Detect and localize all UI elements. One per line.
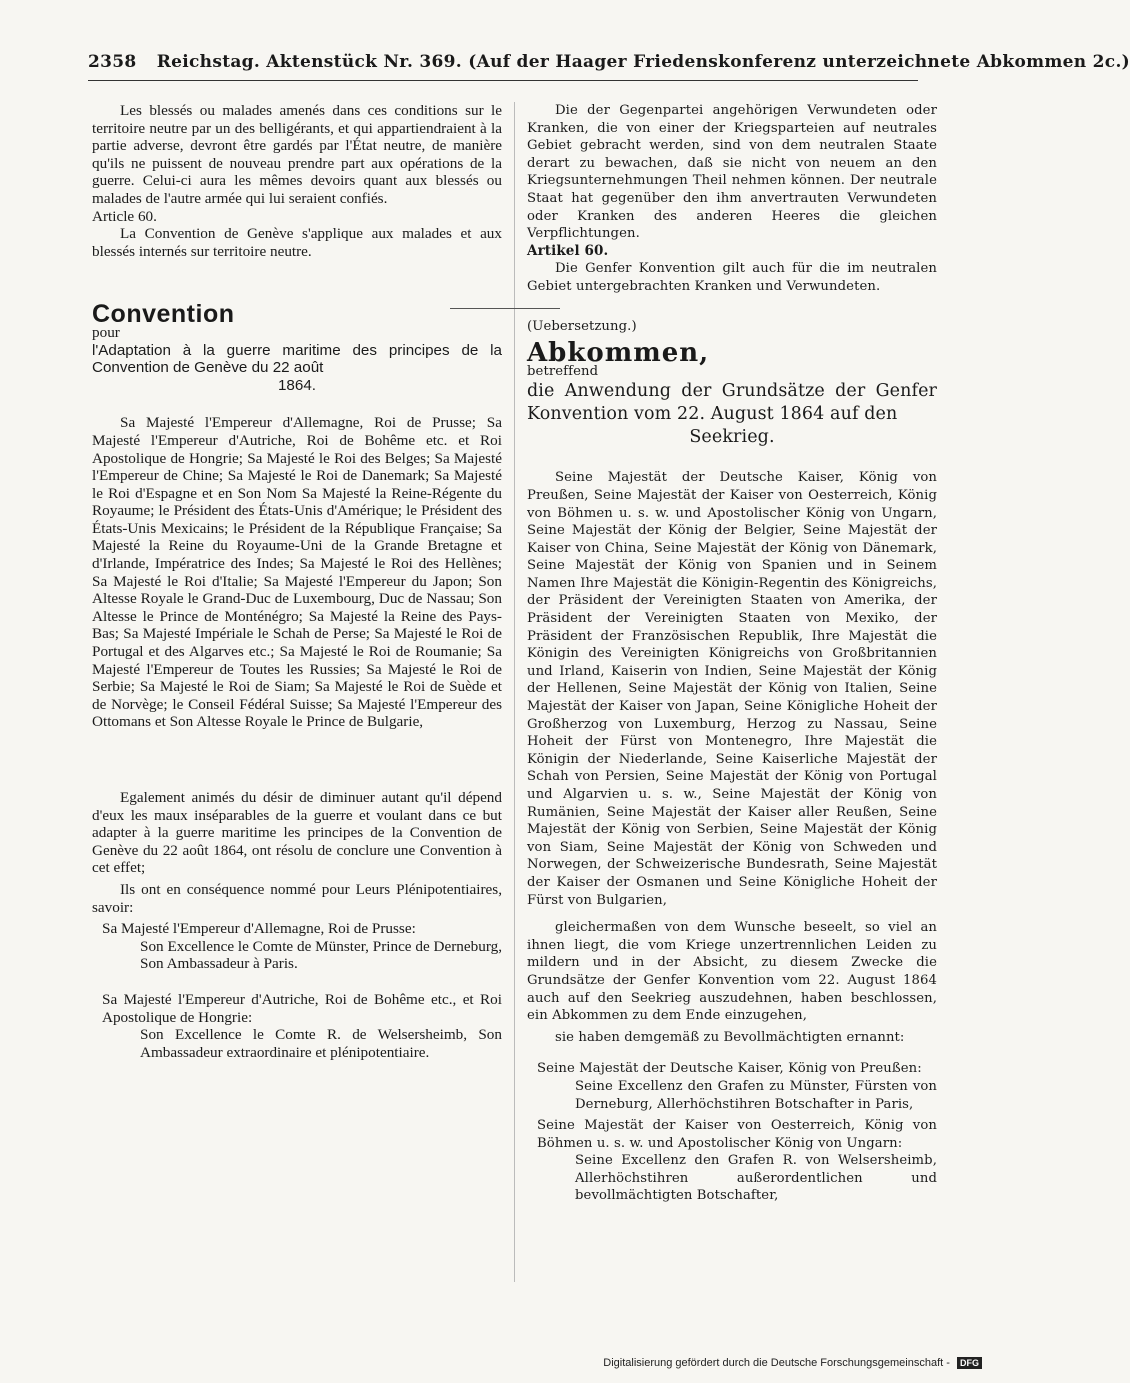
footer-text: Digitalisierung gefördert durch die Deutsche Forschungsgemeinschaft - bbox=[603, 1357, 950, 1369]
french-plenipotentiary-2-head: Sa Majesté l'Empereur d'Autriche, Roi de Bohême etc., et Roi Apostolique de Hongrie: bbox=[102, 990, 502, 1026]
digitization-footer bbox=[603, 1357, 982, 1369]
german-plenipotentiary-1-body: Seine Excellenz den Grafen zu Münster, Fürsten von Derneburg, Allerhöchstihren Botschafter in Paris, bbox=[575, 1078, 937, 1112]
french-column bbox=[92, 102, 502, 1061]
french-egalement: Egalement animés du désir de diminuer autant qu'il dépend d'eux les maux inséparables de la guerre et voulant dans ce but adapter à la guerre maritime les principes de la Convention de Genève du 22 août 1864, ont résolu de conclure une Convention à cet effet; bbox=[92, 789, 502, 877]
page-number: 2358 bbox=[88, 52, 137, 72]
german-plenipotentiary-1-head: Seine Majestät der Deutsche Kaiser, König von Preußen: bbox=[537, 1061, 922, 1077]
french-pour: pour bbox=[92, 323, 120, 341]
french-article-60-heading: Article 60. bbox=[92, 207, 157, 225]
german-subtitle-main: die Anwendung der Grundsätze der Genfer Konvention vom 22. August 1864 auf den bbox=[527, 381, 937, 425]
french-nomme: Ils ont en conséquence nommé pour Leurs Plénipotentiaires, savoir: bbox=[92, 880, 502, 916]
german-article-60-heading: Artikel 60. bbox=[527, 242, 609, 259]
german-title: Abkommen, bbox=[527, 338, 710, 369]
german-column bbox=[527, 102, 937, 1205]
german-plenipotentiary-2-head: Seine Majestät der Kaiser von Oesterreich, König von Böhmen u. s. w. und Apostolischer König von Ungarn: bbox=[537, 1118, 937, 1151]
spacer bbox=[92, 394, 502, 414]
german-paragraph-neutral-custody: Die der Gegenpartei angehörigen Verwundeten oder Kranken, die von einer der Kriegsparteien auf neutrales Gebiet gebracht werden, sind von dem neutralen Staate derart zu bewachen, daß sie nicht von neuem an den Kriegsunternehmungen Theil nehmen können. Der neutrale Staat hat gegenüber den ihm anvertrauten Verwundeten oder Kranken des anderen Heeres die gleichen Verpflichtungen. bbox=[527, 103, 937, 242]
french-plenipotentiary-1-body: Son Excellence le Comte de Münster, Prince de Derneburg, Son Ambassadeur à Paris. bbox=[140, 937, 502, 973]
french-title: Convention bbox=[92, 300, 235, 329]
french-subtitle bbox=[92, 342, 502, 395]
header-rule bbox=[88, 80, 918, 81]
german-subtitle bbox=[527, 380, 937, 449]
german-subtitle-last: Seekrieg. bbox=[689, 427, 775, 448]
german-gleichermassen: gleichermaßen von dem Wunsche beseelt, so viel an ihnen liegt, die vom Kriege unzertrennlichen Leiden zu mildern und in der Absicht, zu diesem Zwecke die Grundsätze der Genfer Konvention vom 22. August 1864 auch auf den Seekrieg auszudehnen, haben beschlossen, ein Abkommen zu dem Ende einzugehen, bbox=[527, 920, 937, 1024]
column-divider bbox=[514, 102, 515, 1282]
spacer bbox=[527, 449, 937, 469]
running-title: Reichstag. Aktenstück Nr. 369. (Auf der Haager Friedenskonferenz unterzeichnete Abkommen 2c.) bbox=[156, 52, 1130, 72]
french-subtitle-main: l'Adaptation à la guerre maritime des principes de la Convention de Genève du 22 août bbox=[92, 341, 502, 377]
german-preamble: Seine Majestät der Deutsche Kaiser, König von Preußen, Seine Majestät der Kaiser von Oesterreich, König von Böhmen u. s. w. und Apostolischer König von Ungarn, Seine Majestät der König der Belgier, Seine Majestät der Kaiser von China, Seine Majestät der König von Dänemark, Seine Majestät der König von Spanien und in Seinem Namen Ihre Majestät die Königin-Regentin des Königreichs, der Präsident der Vereinigten Staaten von Amerika, der Präsident der Vereinigten Staaten von Mexiko, der Präsident der Französischen Republik, Ihre Majestät die Königin des Vereinigten Königreichs von Großbritannien und Irland, Kaiserin von Indien, Seine Majestät der König der Hellenen, Seine Majestät der König von Italien, Seine Majestät der Kaiser von Japan, Seine Königliche Hoheit der Großherzog von Luxemburg, Herzog zu Nassau, Seine Hoheit der Fürst von Montenegro, Ihre Majestät die Königin der Niederlande, Seine Kaiserliche Majestät der Schah von Persien, Seine Majestät der König von Portugal und Algarvien u. s. w., Seine Majestät der König von Rumänien, Seine Majestät der Kaiser aller Reußen, Seine Majestät der König von Serbien, Seine Majestät der König von Siam, Seine Majestät der König von Schweden und Norwegen, der Schweizerische Bundesrath, Seine Majestät der Kaiser der Osmanen und Seine Königliche Hoheit der Fürst von Bulgarien, bbox=[527, 470, 937, 908]
french-preamble: Sa Majesté l'Empereur d'Allemagne, Roi de Prusse; Sa Majesté l'Empereur d'Autriche, Roi de Bohême etc. et Roi Apostolique de Hongrie; Sa Majesté le Roi des Belges; Sa Majesté l'Empereur de Chine; Sa Majesté le Roi de Danemark; Sa Majesté le Roi d'Espagne et en Son Nom Sa Majesté la Reine-Régente du Royaume; le Président des États-Unis d'Amérique; le Président des États-Unis Mexicains; le Président de la République Française; Sa Majesté la Reine du Royaume-Uni de la Grande Bretagne et d'Irlande, Impératrice des Indes; Sa Majesté le Roi des Hellènes; Sa Majesté le Roi d'Italie; Sa Majesté l'Empereur du Japon; Son Altesse Royale le Grand-Duc de Luxembourg, Duc de Nassau; Son Altesse le Prince de Monténégro; Sa Majesté la Reine des Pays-Bas; Sa Majesté Impériale le Schah de Perse; Sa Majesté le Roi de Portugal et des Algarves etc.; Sa Majesté le Roi de Roumanie; Sa Majesté l'Empereur de Toutes les Russies; Sa Majesté le Roi de Serbie; Sa Majesté le Roi de Siam; Sa Majesté le Roi de Suède et de Norvège; le Conseil Fédéral Suisse; Sa Majesté l'Empereur des Ottomans et Son Altesse Royale le Prince de Bulgarie, bbox=[92, 414, 502, 731]
french-plenipotentiary-1-head: Sa Majesté l'Empereur d'Allemagne, Roi de Prusse: bbox=[102, 920, 416, 938]
german-uebersetzung: (Uebersetzung.) bbox=[527, 318, 637, 334]
french-article-60-text: La Convention de Genève s'applique aux malades et aux blessés internés sur territoire neutre. bbox=[92, 225, 502, 260]
dfg-logo: DFG bbox=[957, 1357, 982, 1369]
running-header bbox=[88, 52, 1130, 72]
french-subtitle-year: 1864. bbox=[277, 376, 316, 394]
german-betreffend: betreffend bbox=[527, 363, 599, 379]
french-paragraph-neutral-custody: Les blessés ou malades amenés dans ces conditions sur le territoire neutre par un des belligérants, et qui appartiendraient à la partie adverse, devront être gardés par l'État neutre, de manière qu'ils ne puissent de nouveau prendre part aux opérations de la guerre. Celui-ci aura les mêmes devoirs quant aux blessés ou malades de l'autre armée qui lui seraient confiés. bbox=[92, 102, 502, 207]
french-plenipotentiary-2-body: Son Excellence le Comte R. de Welsersheimb, Son Ambassadeur extraordinaire et plénipotentiaire. bbox=[140, 1026, 502, 1061]
german-article-60-text: Die Genfer Konvention gilt auch für die im neutralen Gebiet untergebrachten Kranken und Verwundeten. bbox=[527, 261, 937, 294]
german-plenipotentiary-2-body: Seine Excellenz den Grafen R. von Welsersheimb, Allerhöchstihren außerordentlichen und bevollmächtigten Botschafter, bbox=[575, 1153, 937, 1204]
german-ernannt: sie haben demgemäß zu Bevollmächtigten ernannt: bbox=[555, 1029, 905, 1045]
spacer bbox=[92, 731, 502, 789]
